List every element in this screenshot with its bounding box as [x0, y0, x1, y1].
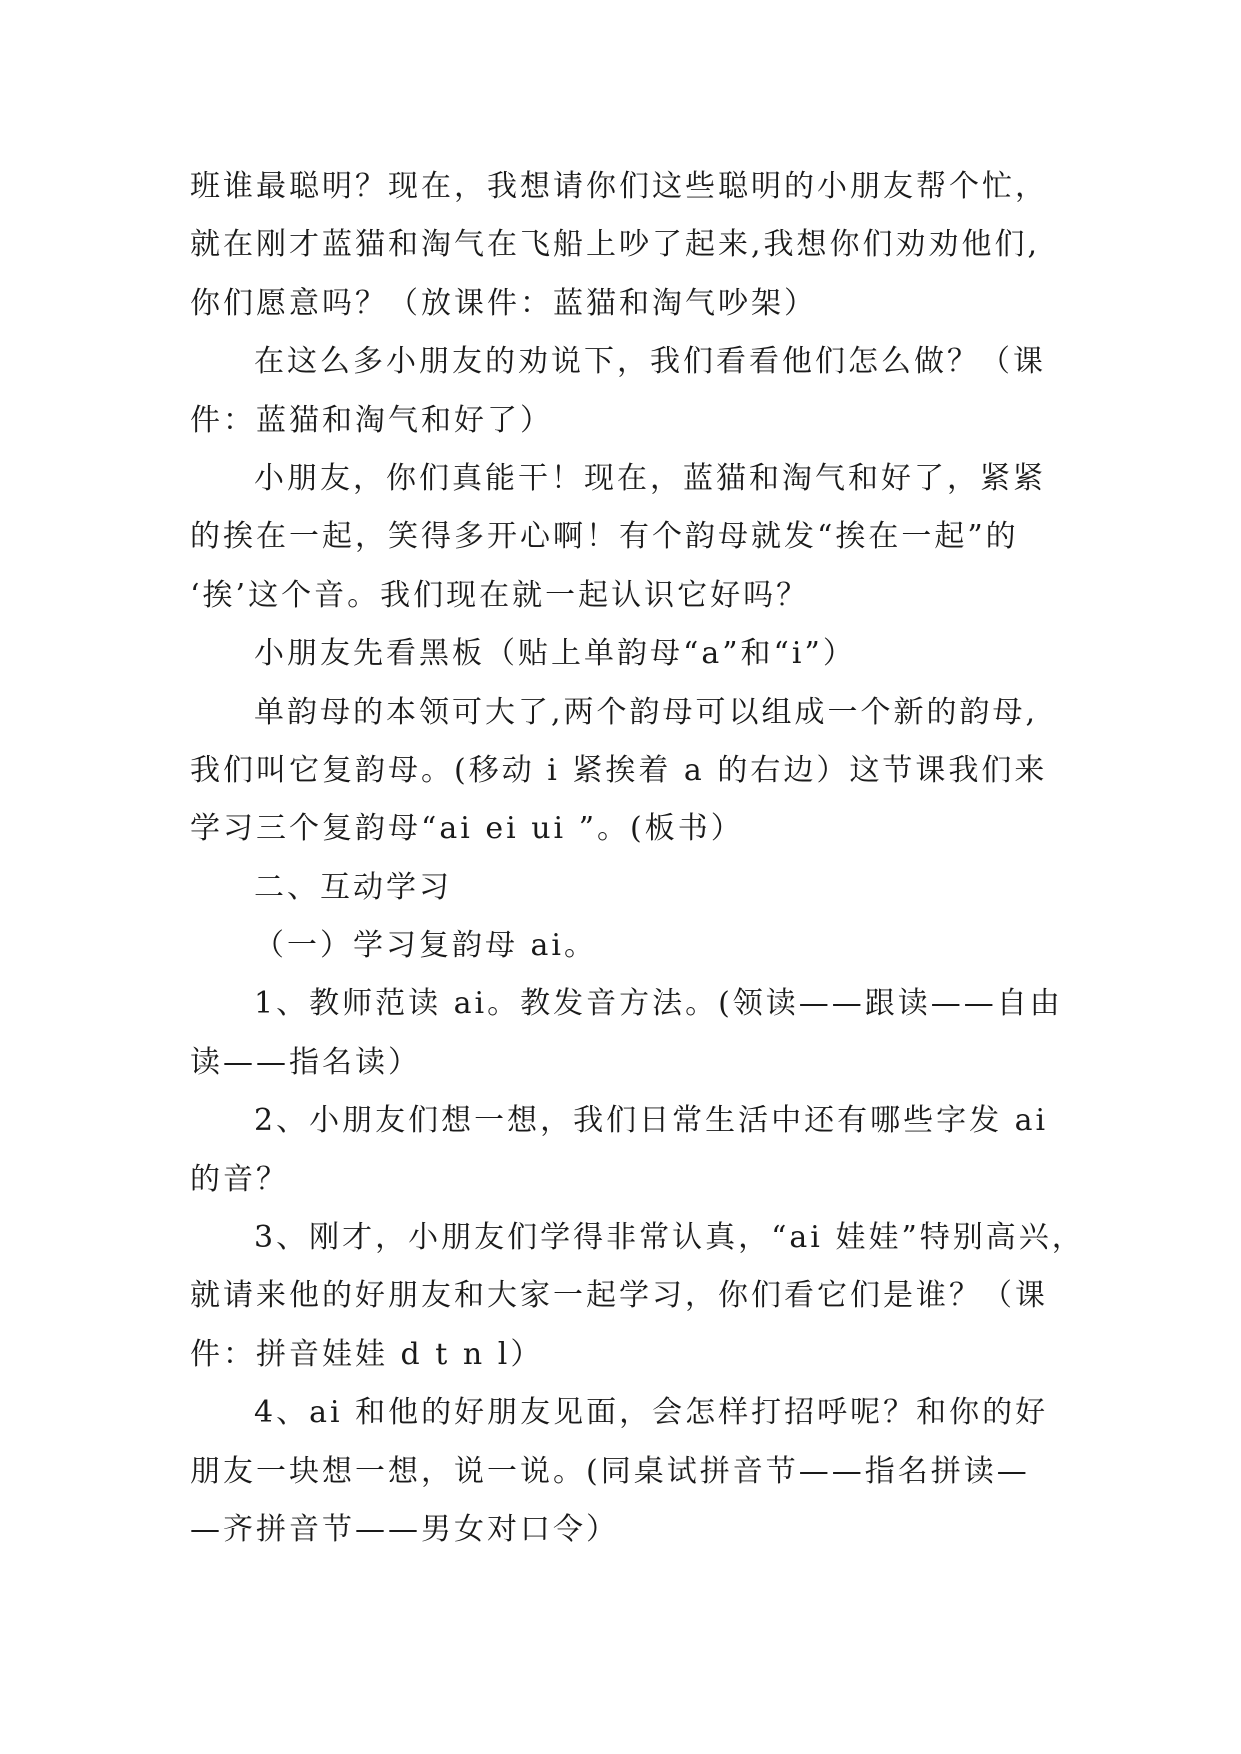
text-line: 班谁最聪明？现在，我想请你们这些聪明的小朋友帮个忙， [190, 169, 1048, 204]
text-line: —齐拼音节——男女对口令） [190, 1511, 619, 1547]
text-line: 你们愿意吗？（放课件：蓝猫和淘气吵架） [190, 285, 817, 321]
document-body [190, 158, 1090, 1559]
text-line: 1、教师范读 ai。教发音方法。(领读——跟读——自由 [254, 986, 1063, 1022]
text-line: 我们叫它复韵母。(移动 i 紧挨着 a 的右边）这节课我们来 [190, 752, 1048, 788]
text-line: 小朋友先看黑板（贴上单韵母“a”和“i”） [254, 636, 856, 672]
text-line: 件：蓝猫和淘气和好了） [190, 402, 553, 438]
text-line: 读——指名读） [190, 1044, 421, 1080]
text-line: 朋友一块想一想，说一说。(同桌试拼音节——指名拼读— [190, 1453, 1030, 1489]
text-line: 学习三个复韵母“ai ei ui ”。(板书） [190, 811, 744, 847]
text-line: 就在刚才蓝猫和淘气在飞船上吵了起来,我想你们劝劝他们, [190, 227, 1041, 263]
text-line: 2、小朋友们想一想，我们日常生活中还有哪些字发 ai [254, 1103, 1049, 1139]
text-line: 的挨在一起，笑得多开心啊！有个韵母就发“挨在一起”的 [190, 519, 1019, 555]
text-line: 在这么多小朋友的劝说下，我们看看他们怎么做？（课 [254, 344, 1046, 380]
text-line: 件：拼音娃娃 d t n l） [190, 1336, 544, 1372]
text-line: 就请来他的好朋友和大家一起学习，你们看它们是谁？（课 [190, 1278, 1048, 1314]
text-line: 单韵母的本领可大了,两个韵母可以组成一个新的韵母, [254, 694, 1039, 730]
section-heading: 二、互动学习 [254, 869, 452, 905]
text-line: 小朋友，你们真能干！现在，蓝猫和淘气和好了，紧紧 [254, 460, 1046, 496]
text-line: 的音？ [190, 1161, 289, 1197]
text-line: 4、ai 和他的好朋友见面，会怎样打招呼呢？和你的好 [254, 1395, 1049, 1431]
text-line: 3、刚才，小朋友们学得非常认真，“ai 娃娃”特别高兴， [254, 1220, 1085, 1256]
subsection-heading: （一）学习复韵母 ai。 [254, 928, 598, 964]
text-line: ‘挨’这个音。我们现在就一起认识它好吗？ [190, 577, 810, 613]
